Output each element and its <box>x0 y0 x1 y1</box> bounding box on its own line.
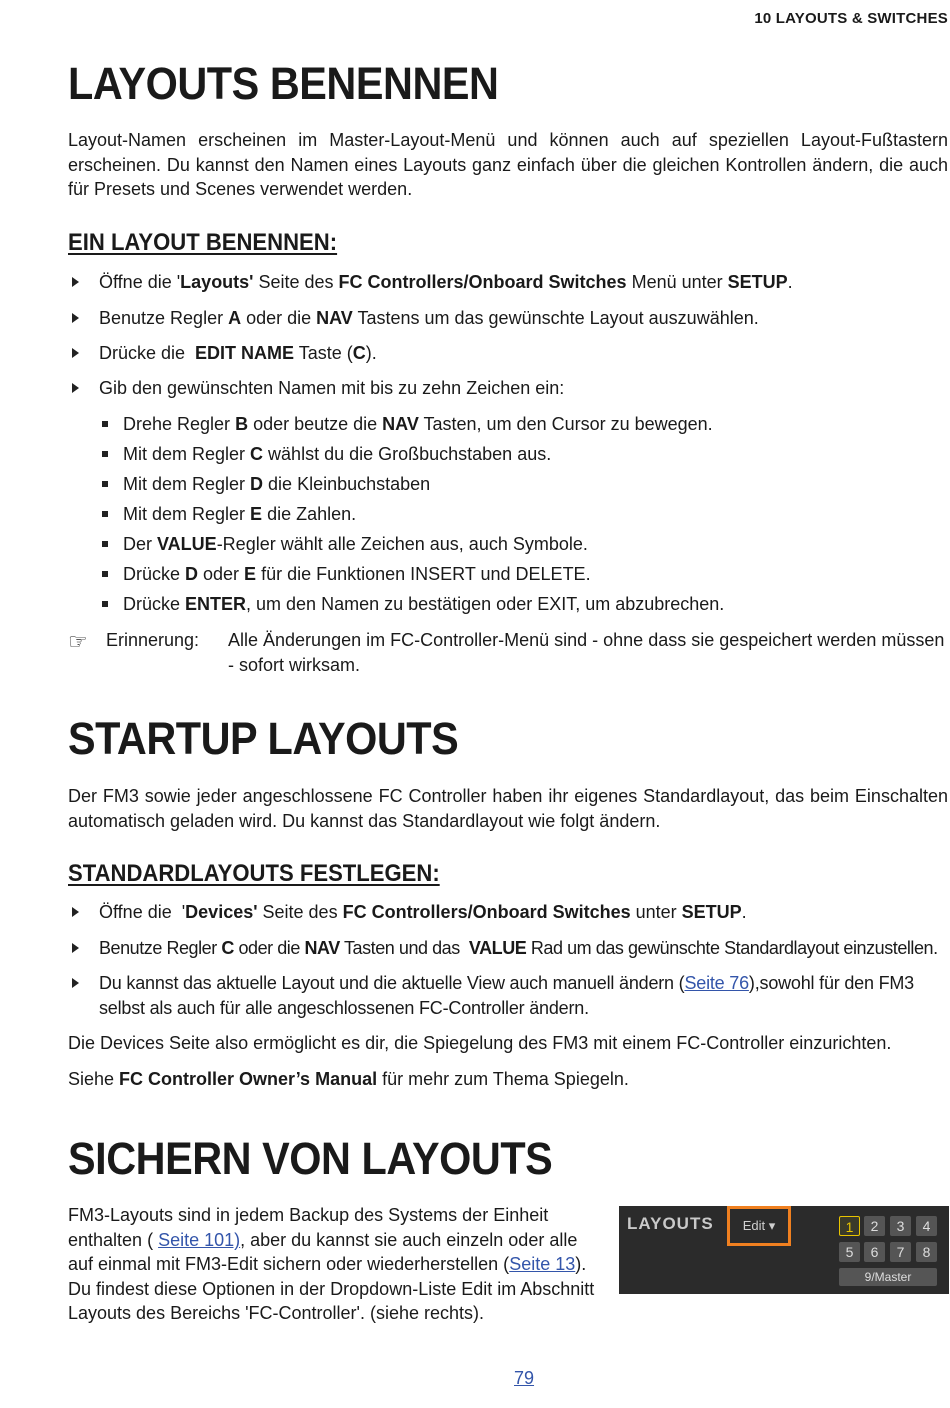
fm3-edit-layouts-screenshot <box>619 1206 949 1294</box>
layout-pad-7[interactable]: 7 <box>890 1242 911 1262</box>
master-layout-button[interactable]: 9/Master <box>839 1268 937 1286</box>
backup-line-5: Layouts des Bereichs 'FC-Controller'. (siehe rechts). <box>68 1303 485 1323</box>
page-link-13[interactable]: Seite 13 <box>509 1254 576 1274</box>
backup-line-4: Du findest diese Optionen in der Dropdown-Liste Edit im Abschnitt <box>68 1279 595 1299</box>
intro-paragraph-1: Layout-Namen erscheinen im Master-Layout-Menü und können auch auf speziellen Layout-Fußtastern erscheinen. Du kannst den Namen eines Layouts ganz einfach über die gleichen Kontrollen ändern, die auch für Presets und Scenes verwendet werden. <box>68 130 948 199</box>
heading-layouts-benennen: LAYOUTS BENENNEN <box>68 58 499 109</box>
triangle-bullet-icon <box>72 978 79 988</box>
layouts-title: LAYOUTS <box>627 1214 714 1233</box>
square-bullet-icon <box>102 451 108 457</box>
devices-paragraph: Die Devices Seite also ermöglicht es dir, die Spiegelung des FM3 mit einem FC-Controller einzurichten. <box>68 1033 892 1053</box>
triangle-bullet-icon <box>72 277 79 287</box>
note-text: Alle Änderungen im FC-Controller-Menü sind - ohne dass sie gespeichert werden müssen - sofort wirksam. <box>228 630 945 675</box>
subheading-standardlayouts-festlegen: STANDARDLAYOUTS FESTLEGEN: <box>68 860 440 887</box>
layout-pad-4[interactable]: 4 <box>916 1216 937 1236</box>
backup-line-1: FM3-Layouts sind in jedem Backup des Systems der Einheit <box>68 1205 549 1225</box>
subheading-ein-layout-benennen: EIN LAYOUT BENENNEN: <box>68 229 338 256</box>
square-bullet-icon <box>102 601 108 607</box>
square-bullet-icon <box>102 481 108 487</box>
square-bullet-icon <box>102 541 108 547</box>
page-link-101[interactable]: Seite 101) <box>158 1230 241 1250</box>
backup-line-2: enthalten ( Seite 101), aber du kannst sie auch einzeln oder alle <box>68 1230 578 1250</box>
triangle-bullet-icon <box>72 943 79 953</box>
backup-line-3: auf einmal mit FM3-Edit sichern oder wiederherstellen (Seite 13). <box>68 1254 587 1274</box>
triangle-bullet-icon <box>72 383 79 393</box>
layout-pad-6[interactable]: 6 <box>864 1242 885 1262</box>
triangle-bullet-icon <box>72 348 79 358</box>
layout-pad-2[interactable]: 2 <box>864 1216 885 1236</box>
page-link-76[interactable]: Seite 76 <box>684 973 749 993</box>
heading-startup-layouts: STARTUP LAYOUTS <box>68 713 459 764</box>
triangle-bullet-icon <box>72 313 79 323</box>
intro-paragraph-2: Der FM3 sowie jeder angeschlossene FC Controller haben ihr eigenes Standardlayout, das beim Einschalten automatisch geladen wird. Du kannst das Standardlayout wie folgt ändern. <box>68 786 948 831</box>
heading-sichern-von-layouts: SICHERN VON LAYOUTS <box>68 1133 553 1184</box>
page-number[interactable]: 79 <box>514 1368 535 1388</box>
layout-pad-8[interactable]: 8 <box>916 1242 937 1262</box>
edit-dropdown-button[interactable]: Edit ▾ <box>727 1206 791 1246</box>
square-bullet-icon <box>102 511 108 517</box>
pointing-hand-icon: ☞ <box>68 629 88 654</box>
triangle-bullet-icon <box>72 907 79 917</box>
layout-pad-5[interactable]: 5 <box>839 1242 860 1262</box>
manual-page: 10 LAYOUTS & SWITCHES LAYOUTS BENENNEN Layout-Namen erscheinen im Master-Layout-Menü und können auch auf speziellen Layout-Fußtastern erscheinen. Du kannst den Namen eines Layouts ganz einfach über die gleichen Kontrollen ändern, die auch für Presets und Scenes verwendet werden. EIN LAYOUT BENENNEN: Öffne die 'Layouts' Seite des FC Controllers/Onboard Switches Menü unter SETUP. Benutze Regler A oder die NAV Tastens um das gewünschte Layout auszuwählen. Drücke die EDIT NAME Taste (C). Gib den gewünschten Namen mit bis zu zehn Zeichen ein: Drehe Regler B oder beutze die NAV Tasten, um den Cursor zu bewegen. Mit dem Regler C wählst du die Großbuchstaben aus. Mit dem Regler D die Kleinbuchstaben Mit dem Regler E die Zahlen. Der VALUE-Regler wählt alle Zeichen aus, auch Symbole. Drücke D oder E für die Funktionen INSERT und DELETE. Drücke ENTER, um den Namen zu bestätigen oder EXIT, um abzubrechen. ☞ Erinnerung: Alle Änderungen im FC-Controller-Menü sind - ohne dass sie gespeichert werden müssen - sofort wirksam. STARTUP LAYOUTS Der FM3 sowie jeder angeschlossene FC Controller haben ihr eigenes Standardlayout, das beim Einschalten automatisch geladen wird. Du kannst das Standardlayout wie folgt ändern. STANDARDLAYOUTS FESTLEGEN: Öffne die 'Devices' Seite des FC Controllers/Onboard Switches unter SETUP. Benutze Regler C oder die NAV Tasten und das VALUE Rad um das gewünschte Standardlayout einzustellen. Du kannst das aktuelle Layout und die aktuelle View auch manuell ändern (Seite 76),sowohl für den FM3 selbst als auch für alle angeschlossenen FC-Controller ändern. Die Devices Seite also ermöglicht es dir, die Spiegelung des FM3 mit einem FC-Controller einzurichten. Siehe FC Controller Owner’s Manual für mehr zum Thema Spiegeln. SICHERN VON LAYOUTS FM3-Layouts sind in jedem Backup des Systems der Einheit enthalten ( Seite 101), aber du kannst sie auch einzeln oder alle auf einmal mit FM3-Edit sichern oder wiederherstellen (Seite 13). Du findest diese Optionen in der Dropdown-Liste Edit im Abschnitt Layouts des Bereichs 'FC-Controller'. (siehe rechts). LAYOUTS Edit ▾ 1 2 3 4 5 6 7 8 9/Master 79 <box>68 10 948 1388</box>
square-bullet-icon <box>102 421 108 427</box>
owners-manual-paragraph: Siehe FC Controller Owner’s Manual für mehr zum Thema Spiegeln. <box>68 1069 629 1089</box>
note-label: Erinnerung: <box>106 630 200 650</box>
layout-pad-3[interactable]: 3 <box>890 1216 911 1236</box>
running-header: 10 LAYOUTS & SWITCHES <box>754 10 948 27</box>
square-bullet-icon <box>102 571 108 577</box>
layout-pad-1[interactable]: 1 <box>839 1216 860 1236</box>
